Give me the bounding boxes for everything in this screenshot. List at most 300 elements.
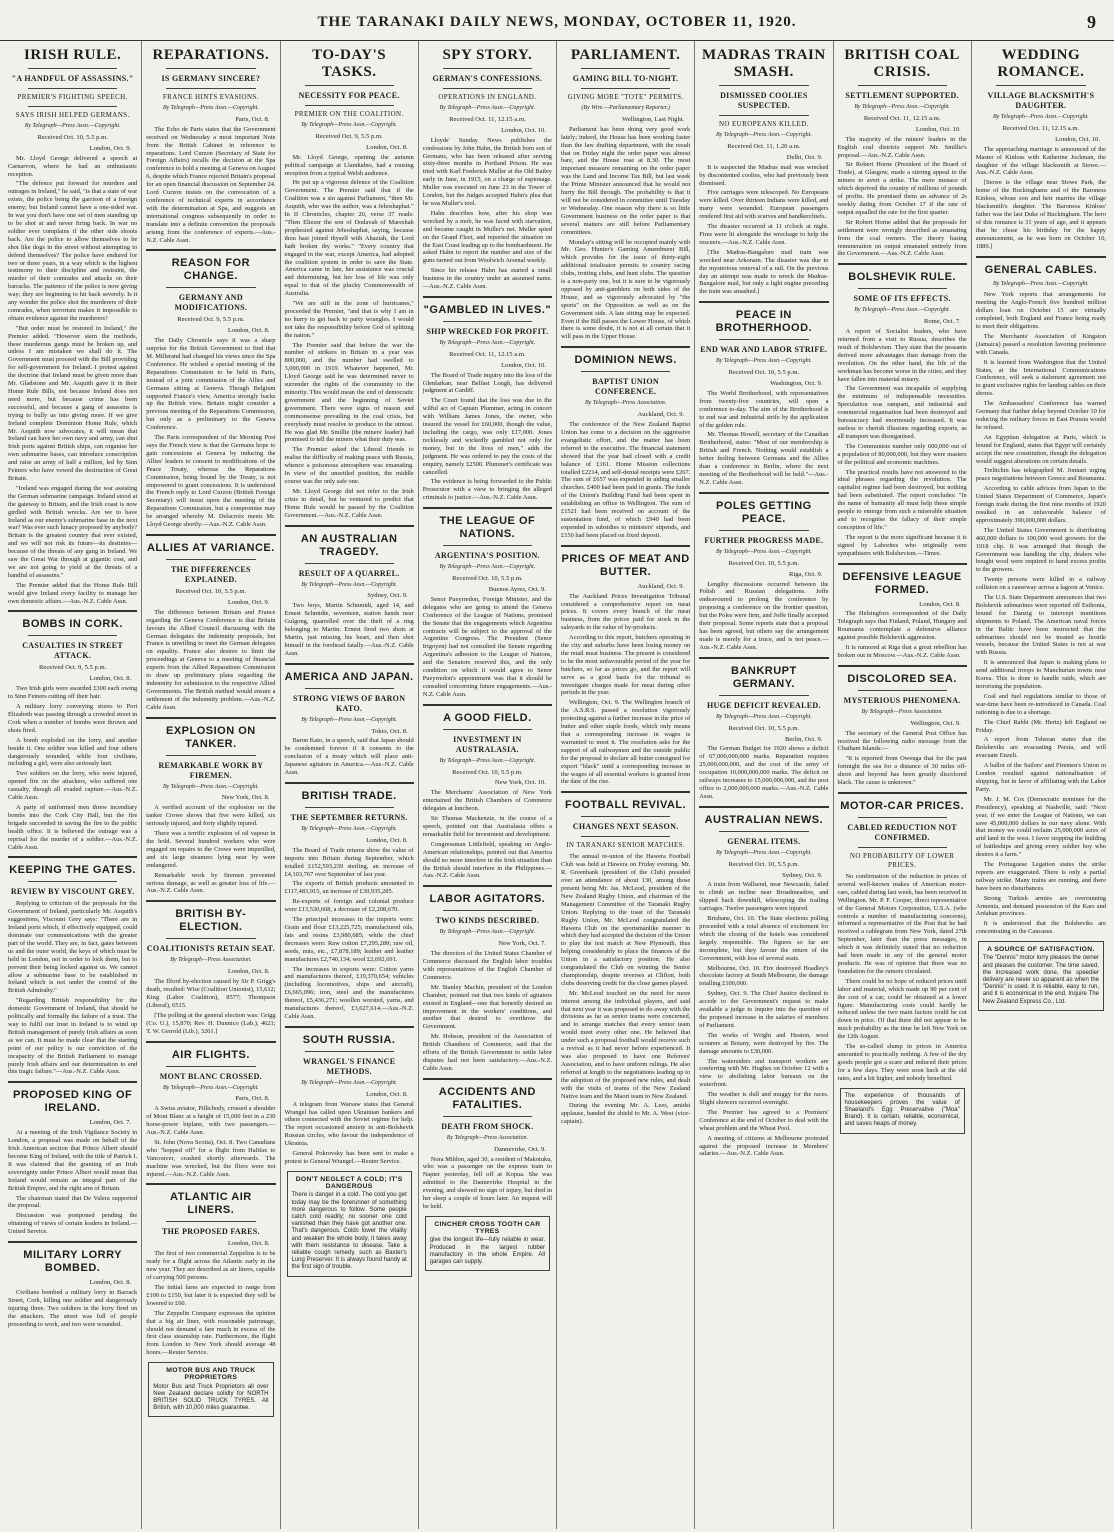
article-paragraph: The disaster occurred at 11 o'clock at night. Fires were lit alongside the wreckage to help the rescuers.—Aus.-N.Z. Cable Assn. bbox=[699, 223, 829, 246]
article bbox=[699, 806, 828, 1159]
article bbox=[8, 610, 137, 851]
article-paragraph: Mr. Lloyd George delivered a speech at Carnarvon, where he had an enthusiastic reception. bbox=[8, 154, 138, 178]
dateline: Auckland, Oct. 9. bbox=[637, 582, 685, 590]
section-divider bbox=[423, 885, 552, 887]
article-headline: KEEPING THE GATES. bbox=[9, 864, 136, 877]
article-paragraph: No confirmation of the reduction in prices of several well-known makes of American motor-cars, cabled during last week, has been received in Wellington. Mr. P. F. Cooper, direct representative of the General Motors Corporation, U.S.A. (who controls a number of manufacturing concerns), informed a representative of the Post that he had received a cablegram from New York, dated 27th September, later than the press messages, in which it was definitely stated that no reduction had been made in any of the general motor products. He was of opinion that there was no foundation for the rumors circulated. bbox=[837, 873, 967, 975]
headline-rule bbox=[443, 321, 532, 322]
article-subheadline: GAMING BILL TO-NIGHT. bbox=[572, 74, 679, 83]
article-subheadline: IN TARANAKI SENIOR MATCHES. bbox=[566, 841, 686, 850]
wire-credit: By Telegraph—Press Assn.—Copyright. bbox=[301, 826, 398, 832]
article-paragraph: General Pokrovsky has been sent to make a protest to General Wrangel.—Reuter Service. bbox=[284, 1150, 414, 1165]
received-time: Received Oct. 11, 12.15 a.m. bbox=[449, 350, 526, 358]
headline-rule bbox=[858, 690, 947, 691]
article-headline: WEDDING ROMANCE. bbox=[997, 47, 1085, 80]
dateline: Tokio, Oct. 8. bbox=[371, 727, 408, 735]
article bbox=[8, 1081, 137, 1236]
article-headline: DOMINION NEWS. bbox=[574, 354, 677, 367]
article-paragraph: A verified account of the explosion on the tanker Crowe shows that five were killed, six seriously injured, and forty slightly injured. bbox=[146, 804, 276, 828]
advertisement bbox=[287, 1171, 412, 1277]
article-paragraph: [The Madras-Bangalore mail train was wrecked near Arkonam. The disaster was due to the mysterious removal of a rail. On the previous day an attempt was made to wreck the Madras-Bangalore mail, but only a light engine preceding the train was smashed.] bbox=[699, 248, 829, 296]
article-paragraph: A telegram from Warsaw states that General Wrangel has called upon Ukrainian bankers and others connected with the Soviet regime for help. The report occasioned anxiety in anti-Bolshevik Russian circles, who favour the independence of Ukrainia. bbox=[284, 1100, 414, 1148]
article-headline: AN AUSTRALIAN TRAGEDY. bbox=[300, 532, 398, 558]
article-paragraph: There could be no hope of reduced prices until labor and material, which made up 90 per cent of the cost of a car, could be obtained at a lower figure. Manufacturing costs could hardly be reduced unless the two main factors could be cut down in price. Of that there did not appear to be much probability as the time he left New York on the 12th August. bbox=[837, 977, 967, 1041]
article bbox=[8, 856, 137, 1076]
dateline: London, Oct. 8. bbox=[89, 675, 132, 683]
article bbox=[699, 492, 828, 652]
advertisement-text: There is danger in a cold. The cold you get today may be the forerunner of something more dangerous to follow. Some people catch cold readily; no sooner one cold vanished than they have got another one. That's dangerous. Colds lower the vitality and weaken the whole body, it takes away with them resistance to disease. Take a reliable cough remedy, such as Baxter's Lung Preserver. It is always found handy at the first sign of trouble. bbox=[291, 1192, 407, 1271]
article-paragraph: Since his release Hahn has started a small business in the country under an assumed name.—Aus.-N.Z. Cable Assn. bbox=[422, 267, 552, 291]
article-subheadline: NO EUROPEANS KILLED. bbox=[718, 120, 809, 128]
article-paragraph: The principal increases in the imports were: Grain and flour £13,225,725; manufactured oils, fats and resins £3,980,685; while the chief decreases were: Raw cotton £7,295,289; raw oil, seeds, nuts, etc., £7,878,189; leather and leather manufactures £2,740,134; wool £2,692,691. bbox=[284, 916, 414, 963]
dateline: London, Oct. 10. bbox=[501, 361, 546, 369]
article-headline: IRISH RULE. bbox=[24, 47, 122, 63]
article-paragraph: Congressman Littlefield, speaking on Anglo-American relationships, pointed out that America should no more interfere in the Irish situation than the British should interfere in the Philippines.—Aus.-N.Z. Cable Assn. bbox=[422, 840, 552, 880]
dateline: Paris, Oct. 8. bbox=[235, 115, 270, 123]
section-divider bbox=[423, 704, 552, 706]
article-paragraph: Re-exports of foreign and colonial produce were £13,530,608, a decrease of £2,208,670. bbox=[284, 898, 414, 914]
article-headline: TO-DAY'S TASKS. bbox=[312, 47, 387, 80]
wire-credit: By Telegraph—Press Assn.—Copyright. bbox=[301, 716, 398, 723]
section-divider bbox=[146, 1041, 275, 1043]
article-paragraph: Two soldiers on the lorry, who were injured, opened fire on the attackers, who suffered one casualty, though all evaded capture.—Aus.-N.Z. Cable Assn. bbox=[8, 770, 138, 802]
article-subheadline: THE PROPOSED FARES. bbox=[161, 1227, 260, 1237]
article-paragraph: The conference of the New Zealand Baptist Union has come to a decision on the aggressive evangelistic effort, and the matter has been referred to the executive. The financial statement showed that the year had closed with a credit balance of £161. Home Mission collections totalled £2214, and self-denial receipts were £267. The sum of £657 was expended in aiding smaller churches. £400 had been paid in grants. The funds of the Union's Building Fund had been spent in establishing an office in Wellington. The sum of £1521 had been received on account of the sustentation fund, of which £940 had been expended in subsidies to ministers' stipends, and £150 had been placed on fixed deposit. bbox=[561, 421, 691, 539]
article-paragraph: [The polling at the general election was: Grigg (Co. U.), 15,870; Rev. H. Dunnico (Lab.), 4621; T. W. Gerrold (Lib.), 3261.] bbox=[146, 1011, 276, 1035]
headline-rule bbox=[719, 831, 808, 832]
article-subheadline: SHIP WRECKED FOR PROFIT. bbox=[426, 326, 549, 336]
headline-rule bbox=[166, 88, 255, 89]
received-time: Received Oct. 9, 5.5 p.m. bbox=[315, 132, 383, 140]
article-headline: BRITISH BY-ELECTION. bbox=[175, 908, 247, 934]
article-headline: REASON FOR CHANGE. bbox=[171, 257, 251, 283]
article bbox=[699, 301, 828, 487]
headline-rule bbox=[305, 563, 394, 564]
article-paragraph: The difference between Britain and France regarding the Geneva Conference is that Britain favours the Allied Council discussing with the German delegates the indemnity proposals, but France is unwilling to meet the German delegates on equality. France also desires to limit the proceedings at Geneva to a meeting of financial experts from the Allied Reparations Commission to draw up preliminary plans regarding the indemnity for submission to the respective Allied Governments. The British method would ensure a settlement of the indemnity problem.—Aus.-N.Z. Cable Assn. bbox=[146, 608, 276, 711]
article-paragraph: Remarkable work by firemen prevented serious damage, as well as greater loss of life.—Aus.-N.Z. Cable Assn. bbox=[146, 871, 276, 895]
article-paragraph: The so-called slump in prices in America amounted to practically nothing. A few of the dry goods people got a scare and reduced their prices for a few days. They were soon back at the old rates, and a bit higher, and nobody benefited. bbox=[837, 1043, 967, 1082]
received-time: Received Oct. 11, 12.15 a.m. bbox=[863, 114, 941, 122]
article bbox=[8, 47, 137, 605]
section-divider bbox=[8, 1241, 137, 1243]
article-subheadline: TWO KINDS DESCRIBED. bbox=[435, 916, 540, 926]
article-subheadline: FURTHER PROGRESS MADE. bbox=[704, 535, 824, 545]
article-subheadline: GERMANY AND MODIFICATIONS. bbox=[174, 293, 248, 313]
article-paragraph: Parliament has been doing very good work lately; indeed, the House has been working faster than the law drafting department, with the result that on Friday night the order paper was almost bare, and the House rose at 8.30. The most important measure remaining on the order paper was the Land and Income Tax Bill, but last week the Prime Minister announced that he would not hurry the Bill through. The probability is that it will not be considered in committee until Tuesday or Wednesday. One reason why there is so little Government business on the order paper is that several matters are still before Parliamentary committees. bbox=[561, 125, 691, 236]
article-subheadline: CHANGES NEXT SEASON. bbox=[572, 822, 679, 832]
article bbox=[838, 665, 967, 787]
headline-rule bbox=[858, 817, 947, 818]
wire-credit: By Telegraph—Press Assn.—Copyright. bbox=[301, 1079, 398, 1086]
article bbox=[838, 47, 967, 258]
article-paragraph: A military lorry conveying stores to Port Elizabeth was passing through a crowded street in Cork when a number of bombs were thrown and shots fired. bbox=[8, 703, 138, 734]
article-paragraph: The Communists number only 600,000 out of a population of 80,000,000, but they were masters of the political and economic machines. bbox=[837, 442, 967, 466]
headline-rule bbox=[719, 530, 808, 531]
article-paragraph: Mr. Lloyd George did not refer to the Irish crisis in detail, but he ventured to predict that Home Rule would be passed by the Coalition Government.—Aus.-N.Z. Cable Assn. bbox=[284, 487, 414, 519]
article-paragraph: A ballot of the Sailors' and Firemen's Union in London resulted against nationalisation of shipping, but in favor of affiliating with the Labor Party. bbox=[975, 762, 1106, 793]
dateline: London, Oct. 8. bbox=[227, 968, 270, 976]
section-divider bbox=[976, 256, 1106, 258]
dateline: London, Oct. 8. bbox=[227, 1240, 270, 1248]
article-paragraph: Sir Robert Horne added that the proposals for settlement were wrongly described as emanating from the coal owners. The theory basing remuneration on output emanated entirely from the Government.—Aus.-N.Z. Cable Assn. bbox=[837, 218, 967, 258]
section-divider bbox=[8, 610, 137, 612]
article-paragraph: Mr. J. M. Cox (Democratic nominee for the Presidency), speaking at Nashville, said: "Next year, if we enter the League of Nations, we can save 45,000,000 dollars in our navy alone. With that money we could reclaim 25,000,000 acres of arid land in the west. I favor stopping the building of battleships and giving every soldier boy who desires it a farm." bbox=[975, 795, 1106, 859]
section-divider bbox=[561, 545, 690, 547]
article bbox=[423, 1078, 552, 1211]
article-subheadline: STRONG VIEWS OF BARON KATO. bbox=[292, 693, 406, 713]
article-paragraph: The initial fares are expected to range from £100 to £150, but later it is expected they will be lowered to £60. bbox=[146, 1284, 276, 1307]
article-subheadline: REMARKABLE WORK BY FIREMEN. bbox=[158, 760, 264, 780]
column-4 bbox=[419, 41, 557, 1529]
article bbox=[146, 47, 275, 244]
advertisement-title: MOTOR BUS AND TRUCK PROPRIETORS bbox=[166, 1367, 256, 1382]
article-paragraph: New York reports that arrangements for meeting the Anglo-French five hundred million dollars loan on October 15 are virtually completed, both England and France being ready to meet their obligations. bbox=[975, 291, 1106, 331]
article bbox=[561, 346, 690, 539]
article-paragraph: Coal and fuel regulations similar to those of war-time have been re-introduced in Canada. Coal rationing is due to a shortage. bbox=[975, 692, 1106, 716]
dateline: London, Oct. 8. bbox=[366, 836, 408, 844]
article-paragraph: A meeting of citizens at Melbourne protested against the proposed increase in Members' salaries.—Aus.-N.Z. Cable Assn. bbox=[699, 1134, 829, 1158]
headline-rule bbox=[28, 106, 117, 107]
wire-credit: By Telegraph—Press Assn.—Copyright. bbox=[715, 713, 812, 720]
wire-credit: By Telegraph—Press Assn.—Copyright. bbox=[439, 105, 536, 111]
column-2 bbox=[142, 41, 280, 1529]
article-paragraph: The Premier said that before the war the number of strikers in Britain in a year was 800,000, and the number had swelled to 3,000,000 in 1919. Whatever happened, Mr. Lloyd George said he was determined never to surrender the rights of the community to the minority. This would mean the end of democratic government and the beginning of Soviet government. There were signs of reason and commonsense prevailing in the coal crisis, but everybody must resolve to produce to the utmost. He was glad Mr. Smillie (the miners' leader) had promised to tell the miners what their duty was. bbox=[284, 341, 414, 444]
headline-rule bbox=[443, 729, 532, 730]
headline-rule bbox=[581, 68, 670, 69]
article-subheadline: END WAR AND LABOR STRIFE. bbox=[700, 345, 828, 355]
article bbox=[285, 782, 414, 1021]
article-paragraph: "Ireland was engaged during the war assisting the German submarine campaign. Ireland stood at the gateway to Britain, and the Irish coast is now girdled with British wrecks. Are we to have Ireland as our enemy's submarine base in the next war? Was ever such lunacy proposed by anybody? Britain is the greatest country that ever existed, and we will not risk its future—its destinies—because of the threats of any gang in Ireland. We saw the Great War through at gigantic cost, and we are not going to yield at the threats of a handful of assassins." bbox=[8, 484, 138, 579]
article bbox=[423, 296, 552, 502]
received-time: Received Oct. 9, 5.5 p.m. bbox=[177, 316, 245, 324]
article-headline: BANKRUPT GERMANY. bbox=[731, 664, 797, 690]
article-headline: PROPOSED KING OF IRELAND. bbox=[13, 1089, 133, 1115]
article-subheadline: GIVING MORE "TOTE" PERMITS. bbox=[567, 93, 684, 101]
article-headline: BRITISH TRADE. bbox=[301, 790, 397, 802]
wire-credit: By Telegraph—Press Assn.—Copyright. bbox=[715, 849, 812, 856]
article-paragraph: [Stowe is the village near Stowe Park, the home of the Buckinghams and of the Baroness Kinloss, whose son and heir marries the village blacksmith's daughter. The Baroness Kinloss' father was the last Duke of Buckingham. The hero of this romance is 31 years of age, and it appears that he chose his birthday for the happy announcement, as he was born on October 10, 1889.] bbox=[975, 179, 1106, 250]
article bbox=[146, 1041, 275, 1179]
article bbox=[838, 263, 967, 557]
article-subheadline: REVIEW BY VISCOUNT GREY. bbox=[10, 887, 135, 897]
article-subheadline: RESULT OF A QUARREL. bbox=[298, 568, 400, 578]
article-paragraph: Sydney, Oct. 9. The Chief Justice declined to accede to the Government's request to make available a judge to inquire into the question of the proposed increase in the salaries of members of Parliament. bbox=[699, 990, 829, 1029]
section-divider bbox=[146, 900, 275, 902]
article-headline: PARLIAMENT. bbox=[570, 47, 681, 63]
headline-rule bbox=[305, 688, 394, 689]
article bbox=[976, 47, 1106, 251]
article-paragraph: Five carriages were telescoped. No Europeans were killed. Over thirteen Indians were killed, and many were wounded. European passengers rendered first aid with scarves and handkerchiefs. bbox=[699, 189, 829, 221]
section-divider bbox=[146, 1183, 275, 1185]
article-paragraph: Civilians bombed a military lorry in Barrack Street, Cork, killing one soldier and dangerously injuring three. Two soldiers in the lorry fired on the attackers. The street was full of people proceeding to work, and two were wounded. bbox=[8, 1288, 138, 1328]
headline-rule bbox=[28, 88, 117, 89]
article-headline: MOTOR-CAR PRICES. bbox=[840, 800, 965, 812]
article-subheadline: SAYS IRISH HELPED GERMANS. bbox=[15, 111, 130, 119]
article-headline: POLES GETTING PEACE. bbox=[716, 499, 812, 525]
received-time: Received Oct. 10, 5.5 p.m. bbox=[452, 768, 523, 776]
article-subheadline: GERMAN'S CONFESSIONS. bbox=[432, 74, 543, 83]
article bbox=[146, 1183, 275, 1357]
article-paragraph: Mr. McLeod touched on the need for more interest among the individual players, and said that next year it was proposed to do away with the divisions as far as senior teams were concerned, and to arrange matches that every senior team would meet every other one. He believed that under such a proposal football would receive such a revival as it had never before experienced. It was also proposed to have one Referees' Association, and to have uniform rulings. He also referred at length to the negotiations leading up to the adoption of the proposed new rules, and dealt with the visits of teams of the New Zealand Native team and the Maori team to New Zealand. bbox=[561, 989, 691, 1100]
section-divider bbox=[838, 792, 967, 794]
article bbox=[285, 1026, 414, 1166]
wire-credit: By Telegraph—Press Assn.—Copyright. bbox=[439, 929, 536, 936]
article-subheadline: IS GERMANY SINCERE? bbox=[161, 74, 261, 83]
wire-credit: (By Wire.—Parliamentary Reporter.) bbox=[581, 105, 670, 111]
article-subheadline: OPERATIONS IN ENGLAND. bbox=[438, 93, 537, 101]
article-subheadline: HUGE DEFICIT REVEALED. bbox=[706, 700, 821, 710]
headline-rule bbox=[996, 85, 1086, 86]
headline-rule bbox=[581, 816, 670, 817]
article-paragraph: The chairman stated that De Valera supported the proposal. bbox=[8, 1194, 138, 1210]
article-headline: MILITARY LORRY BOMBED. bbox=[23, 1249, 122, 1275]
dateline: Paris, Oct. 8. bbox=[235, 1095, 270, 1103]
dateline: Sydney, Oct. 9. bbox=[782, 871, 823, 879]
article bbox=[285, 47, 414, 520]
article-paragraph: At a meeting of the Irish Vigilance Society in London, a proposal was made on behalf of the Irish American section that Prince Albert should become King of Ireland, with the title of Patrick I. It was claimed that the granting of an Irish sovereignty under Prince Albert would mean that Ireland would remain an integral part of the British Empire, and the right arm of Britain. bbox=[8, 1129, 138, 1192]
article bbox=[423, 507, 552, 699]
article-paragraph: The report is the more significant because it is signed by Laborites who originally were sympathisers with Bolshevism.—Times. bbox=[837, 533, 967, 557]
dateline: London, Oct. 8. bbox=[89, 1279, 132, 1287]
article-subheadline: NECESSITY FOR PEACE. bbox=[298, 91, 400, 100]
column-6 bbox=[695, 41, 833, 1529]
article bbox=[285, 663, 414, 777]
received-time: Received Oct. 9, 5.5 p.m. bbox=[39, 664, 107, 672]
article-paragraph: Monday's sitting will be occupied mainly with Mr. Geo. Hunter's Gaming Amendment Bill, which provides for the issue of thirty-eight additional totalisator permits to country racing clubs, trotting clubs, and hunt clubs. The question is a non-party one, but it is sure to be vigorously opposed by anti-gamblers on both sides of the House, and as vigorously advocated by "the sports" on the Opposition as well as on the Government side. A late sitting may be expected. Even if the Bill passes the Lower House, of which there is some doubt, it is not at all certain that it will pass in the Upper House. bbox=[561, 238, 691, 341]
section-divider bbox=[285, 525, 414, 527]
article-headline: AIR FLIGHTS. bbox=[171, 1048, 250, 1061]
headline-rule bbox=[305, 85, 394, 86]
dateline: London, Oct. 8. bbox=[227, 327, 270, 335]
article-headline: AMERICA AND JAPAN. bbox=[284, 670, 414, 683]
headline-rule bbox=[858, 847, 947, 848]
article-paragraph: A Swiss aviator, Pillichody, crossed a shoulder of Mont Blanc at a height of 15,600 feet in a 230 horse-power biplane, with two passengers.—Aus.-N.Z. Cable Assn. bbox=[146, 1105, 276, 1137]
article-headline: GENERAL CABLES. bbox=[984, 263, 1098, 276]
article bbox=[146, 534, 275, 712]
article bbox=[561, 47, 690, 341]
received-time: Received Oct. 10, 5.5 p.m. bbox=[728, 559, 800, 567]
article-subheadline: SOME OF ITS EFFECTS. bbox=[853, 294, 951, 304]
headline-rule bbox=[443, 1116, 532, 1117]
article-subheadline: SETTLEMENT SUPPORTED. bbox=[845, 91, 959, 100]
headline-rule bbox=[581, 836, 670, 837]
article-subheadline: MYSTERIOUS PHENOMENA. bbox=[843, 695, 961, 705]
section-divider bbox=[699, 301, 828, 303]
article-headline: BOLSHEVIK RULE. bbox=[848, 271, 956, 284]
article-headline: REPARATIONS. bbox=[152, 47, 270, 63]
article-paragraph: Mr. Hobson, president of the Association of British Chambers of Commerce, said that the efforts of the British Government to settle labor disputes had not been satisfactory.—Aus.-N.Z. Cable Assn. bbox=[422, 1033, 552, 1072]
headline-rule bbox=[719, 695, 808, 696]
article-headline: ACCIDENTS AND FATALITIES. bbox=[438, 1085, 536, 1111]
wire-credit: By Telegraph—Press Assn.—Copyright. bbox=[439, 564, 536, 571]
column-1 bbox=[4, 41, 142, 1529]
received-time: Received Oct. 11, 12.15 a.m. bbox=[1002, 124, 1080, 132]
headline-rule bbox=[581, 88, 670, 89]
headline-rule bbox=[719, 115, 808, 116]
received-time: Received Oct. 10, 5.5 p.m. bbox=[728, 724, 800, 732]
article-subheadline: "A HANDFUL OF ASSASSINS." bbox=[11, 74, 134, 83]
article-subheadline: CABLED REDUCTION NOT CONFIRMED. bbox=[847, 823, 957, 842]
article-paragraph: Twenty persons were killed in a railway collision on a causeway across a lagoon at Venice. bbox=[975, 576, 1106, 592]
article-paragraph: Nora Mildon, aged 30, a resident of Makotuku, who was a passenger on the express train to Napier yesterday, fell off at Kopua. She was admitted to the Dannevirke Hospital in the evening, and showed no sign of injury, but died in her sleep a couple of hours later. An inquest will be held. bbox=[422, 1155, 552, 1210]
article-paragraph: The German Budget for 1920 shows a deficit of 67,000,000,000 marks. Reparation requires 25,000,000,000, and the cost of the army of occupation 10,000,000,000 marks. The deficit on railways increases to 15,000,000,000, and the post office to 2,000,000,000 marks.—Aus.-N.Z. Cable Assn. bbox=[699, 745, 829, 800]
article bbox=[561, 791, 690, 1126]
wire-credit: By Telegraph—Press Assn.—Copyright. bbox=[301, 581, 398, 588]
article-headline: MADRAS TRAIN SMASH. bbox=[702, 47, 826, 80]
article-paragraph: The evidence is being forwarded to the Public Prosecutor with a view to bringing the alleged criminals to justice.—Aus.-N.Z. Cable Assn. bbox=[422, 478, 552, 502]
article-paragraph: A report from Teheran states that the Bolsheviks are evacuating Persia, and will evacuate Enzeli. bbox=[975, 736, 1106, 760]
article-paragraph: The U.S. State Department announces that two Bolshevik submarines were reported off Esthonia, bound for Danzig to intercept munitions shipments to Poland. The American naval forces in the Baltic have been instructed that the submarines should not be treated as hostile vessels, because the United States is not at war with Russia. bbox=[975, 594, 1106, 657]
column-8 bbox=[972, 41, 1110, 1529]
section-divider bbox=[8, 856, 137, 858]
article bbox=[561, 545, 690, 787]
article-paragraph: Brisbane, Oct. 10. The State elections polling proceeded with a total absence of excitement for which the closing of the hotels was considered largely responsible. The figures so far are incomplete, but they favour the return of the Government, with loss of several seats. bbox=[699, 915, 829, 962]
wire-credit: By Telegraph—Press Assn.—Copyright. bbox=[854, 307, 951, 314]
article-paragraph: "Regarding British responsibility for the domestic Government of Ireland, that should be politically and formally the failure of a trust. The way to fulfil our trust in Ireland is to wind up British management of purely Irish affairs as soon as we can. It must be made clear that the starting point of our policy is our conviction of the incapacity of the British Parliament to manage purely Irish affairs and our determination to end this tragic failure."—Aus.-N.Z. Cable Assn. bbox=[8, 997, 138, 1076]
wire-credit: By Telegraph—Press Assn.—Copyright. bbox=[162, 105, 259, 111]
article-paragraph: Discussion was postponed pending the obtaining of views of certain leaders in Ireland.—United Service. bbox=[8, 1212, 138, 1236]
headline-rule bbox=[858, 288, 947, 289]
article-paragraph: A train from Wallsend, near Newcastle, failed to climb an incline near Broadmeadow, and slipped back downhill, telescoping the trailing carriages. Twelve passengers were injured. bbox=[699, 881, 829, 913]
article-subheadline: CASUALTIES IN STREET ATTACK. bbox=[22, 641, 124, 661]
received-time: Received Oct. 11, 12.15 a.m. bbox=[449, 115, 526, 123]
section-divider bbox=[699, 657, 828, 659]
advertisement-title: DON'T NEGLECT A COLD; IT'S DANGEROUS bbox=[295, 1175, 403, 1191]
article-paragraph: The Helsingfors correspondent of the Daily Telegraph says that Finland, Poland, Hungary and Roumania contemplate a defensive alliance against possible Bolshevik aggression. bbox=[837, 610, 967, 642]
article-paragraph: The practical results have not answered to the ideal phrases regarding the revolution. The capitalist regime had been destroyed, but nothing had been substituted. The report concludes: "In the name of humanity all must help these simple people to emerge from such a miserable situation and to recognise the fallacy of their simple conception of life." bbox=[837, 468, 967, 531]
advertisement bbox=[148, 1362, 273, 1417]
article-paragraph: An Egyptian delegation at Paris, which is bound for England, states that Egypt will certainly accept the new constitution, though the delegation would suggest alterations on certain details. bbox=[975, 433, 1106, 465]
dateline: London, Oct. 10. bbox=[501, 126, 546, 134]
article-paragraph: The Daily Chronicle says it was a sharp surprise for the British Government to find that M. Millerand had changed his views since the Spa Conference. He wished a special meeting of the Reparations Commission to be held in Paris, instead of a joint commission of the Allies and Germans sitting at Geneva. Though Belgium supported France's view, America strongly backs up the British view. Britain might consider a previous meeting of the Reparations Commission, but only as a preliminary to the Geneva Conference. bbox=[146, 337, 276, 432]
article-headline: AUSTRALIAN NEWS. bbox=[704, 813, 824, 826]
article-paragraph: The Premier asked the Liberal friends to realise the difficulty of making peace with Russia, whence a poisonous atmosphere was emanating. In view of the unsettled position, the middle course was the only safe one. bbox=[284, 446, 414, 485]
article-paragraph: The directors of the United States Chamber of Commerce discussed the English labor troubles with representatives of the English Chamber of Commerce. bbox=[422, 950, 552, 981]
section-divider bbox=[561, 791, 690, 793]
article-paragraph: The Premier has agreed to a Premiers' Conference at the end of October to deal with the wheat problem and the Wheat Pool. bbox=[699, 1108, 829, 1132]
article-paragraph: The Chief Rabbi (Mr. Hertz) left England on Friday. bbox=[975, 718, 1106, 734]
article-subheadline: COALITIONISTS RETAIN SEAT. bbox=[146, 944, 275, 954]
advertisement bbox=[425, 1216, 550, 1271]
received-time: Received Oct. 10, 5.5 p.m. bbox=[728, 860, 800, 868]
wire-credit: By Telegraph—Press Association. bbox=[861, 708, 943, 715]
article-paragraph: "The defence put forward for murders and outrages in Ireland," he said, "is that a state of war exists, the police being the garrison of a foreign enemy; but Ireland cannot have a one-sided war. In war you don't have one set of men standing up to be shot at and never firing back. In war no soldier ever complains if the other side shoots back. Are the police to allow themselves to be shot like dogs in the street without attempting to defend themselves? The police have endured for two or three years, in a way which is the highest testimony to their discipline and restraint, the murder of their comrades and attacks on their barracks. The patience of the police is now giving way; they are beginning to hit back severely. Is it any wonder the police shot the murderers of their comrades, when terrorism makes it impossible to obtain evidence against the murderers? bbox=[8, 180, 138, 322]
article-paragraph: The Ambassadors' Conference has warned Germany that further delay beyond October 10 for reducing the military forces in East Prussia would be refused. bbox=[975, 400, 1106, 431]
article-paragraph: The secretary of the General Post Office has received the following radio message from the Chatham Islands:— bbox=[837, 729, 967, 753]
dateline: London, Oct. 8. bbox=[366, 1090, 408, 1098]
article-paragraph: The annual re-union of the Hawera Football Club was held at Hawera on Friday evening. Mr. R. Greenbank (president of the Club) presided over an attendance of about 130, among those present being Mr. Jas. McLeod, president of the New Zealand Rugby Union, and chairman of the Management Committee of the Taranaki Rugby Union. Replying to the toast of the Taranaki Rugby Union, Mr. McLeod congratulated the Hawera Club on the sportsmanlike manner in which they had accepted the decision of the Union to play the test match at New Plymouth, thus helping considerably to place the finances of the Union in a satisfactory position. He also congratulated the Club on winning the Senior championship, despite reverses at Clifton, both clubs deserving credit for the close games played. bbox=[561, 853, 691, 987]
article-headline: EXPLOSION ON TANKER. bbox=[166, 724, 256, 750]
dateline: Wellington, Oct. 9. bbox=[910, 719, 961, 727]
article-paragraph: According to this report, butchers operating in the city and suburbs have been losing money on the retail meat business. The present is considered to be the most unfavourable period of the year for butchers, so far as prices go, and the report will serve as a good basis for the tribunal to investigate charges made for meat during other periods in the year. bbox=[561, 634, 691, 697]
article-paragraph: The Merchants' Association of Kingston (Jamaica) passed a resolution favoring preference with Canada. bbox=[975, 332, 1106, 356]
article-subheadline: MONT BLANC CROSSED. bbox=[159, 1071, 262, 1081]
article-paragraph: St. John (Nova Scotia), Oct. 8. Two Canadians who "hopped off" for a flight from Halifax to Vancouver, crashed shortly afterwards. The machine was wrecked, but the fliers were not injured.—Aus.-N.Z. Cable Assn. bbox=[146, 1138, 276, 1178]
article-paragraph: According to cable advices from Japan to the United States Department of Commerce, Japan's foreign trade during the first nine months of 1920 resulted in an unfavorable balance of approximately 390,000,000 dollars. bbox=[975, 485, 1106, 524]
article bbox=[8, 1241, 137, 1328]
dateline: New York, Oct. 7. bbox=[498, 940, 546, 948]
article-paragraph: The exports of British products amounted to £117,483,915, an increase of £30,935,285. bbox=[284, 880, 414, 896]
article-headline: SPY STORY. bbox=[442, 47, 533, 63]
article-subheadline: DEATH FROM SHOCK. bbox=[441, 1121, 534, 1131]
received-time: Received Oct. 10, 5.5 p.m. bbox=[728, 369, 800, 377]
section-divider bbox=[838, 665, 967, 667]
article-subheadline: ARGENTINA'S POSITION. bbox=[434, 551, 540, 561]
article-headline: LABOR AGITATORS. bbox=[429, 893, 546, 906]
article-paragraph: Two boys, Martin Schnmidt, aged 14, and Ernest Schmidte, seventeen, station hands near Gulgong, quarrelled over the theft of a ring belonging to Martin. Ernest fired two shots at Martin, just missing his heart, and then shot himself in the forehead fatally.—Aus.-N.Z. Cable Assn. bbox=[284, 602, 414, 657]
article-subheadline: WRANGEL'S FINANCE METHODS. bbox=[302, 1056, 396, 1076]
article-paragraph: The Zeppelin Company expresses the opinion that a big air liner, with reasonable patronage, should not demand a fare much in excess of the first class steamship rate. Furthermore, the flight from London to New York should average 48 hours.—Reuter Service. bbox=[146, 1309, 276, 1357]
wire-credit: By Telegraph—Press Assn.—Copyright. bbox=[439, 339, 536, 346]
column-3 bbox=[281, 41, 419, 1529]
article-paragraph: The Merchants' Association of New York entertained the British Chambers of Commerce delegates at luncheon. bbox=[422, 789, 552, 813]
article-subheadline: THE SEPTEMBER RETURNS. bbox=[290, 813, 408, 822]
article-paragraph: Sir Robert Horne (President of the Board of Trade), at Glasgow, made a stirring appeal to the miners to avert a strike. The mere menace of which deprived the country of millions of pounds of profits. He promised them an advance of 2s weekly dating from October 17 if the rate of output equalled the rate for the first quarter. bbox=[837, 161, 967, 216]
section-divider bbox=[423, 507, 552, 509]
section-divider bbox=[423, 1078, 552, 1080]
section-divider bbox=[146, 534, 275, 536]
article-paragraph: The Portuguese Legation states the strike reports are exaggerated. There is only a partial railway strike. Many trains are running, and there have been no disturbances. bbox=[975, 861, 1106, 892]
article-paragraph: The Echo de Paris states that the Government received on Wednesday a most important Note from the British Cabinet in reference to reparations. Lord Curzon (Secretary of State for Foreign Affairs) recalls the decision at the Spa conference to hold a meeting at Geneva on August 6, despite which France rejected Britain's proposal for an open financial discussion on September 24. Lord Curzon insists on the convocation of a conference of technical experts in accordance with the determination at Spa, and suggests an international congress subsequently in order to translate into a definite convention the proposals arising from the conference of experts.—Aus.-N.Z. Cable Assn. bbox=[146, 125, 276, 244]
headline-rule bbox=[305, 1051, 394, 1052]
column-5 bbox=[557, 41, 695, 1529]
masthead bbox=[0, 0, 1114, 41]
article-paragraph: Mr. Lloyd George, opening the autumn political campaign at Llandudno, had a rousing reception from a typical Welsh audience. bbox=[284, 153, 414, 177]
dateline: London, Oct. 9. bbox=[89, 144, 132, 152]
article-headline: DISCOLORED SEA. bbox=[847, 672, 957, 685]
article-paragraph: Two Irish girls were awarded £300 each owing to Sinn Feiners cutting off their hair. bbox=[8, 685, 138, 701]
headline-rule bbox=[305, 807, 394, 808]
article-paragraph: The Board of Trade returns show the value of imports into Britain during September, which totalled £152,593,239 sterling, an increase of £4,103,767 over September of last year. bbox=[284, 846, 414, 878]
wire-credit: By Telegraph—Press Assn.—Copyright. bbox=[715, 358, 812, 365]
advertisement-text: give the longest life—fully reliable in wear. Produced in the largest rubber manufactory in the whole Empire. All garages can supply. bbox=[429, 1237, 545, 1265]
article-subheadline: GENERAL ITEMS. bbox=[727, 836, 801, 846]
headline-rule bbox=[166, 287, 255, 288]
article-paragraph: Melbourne, Oct. 10. Fire destroyed Hoadley's chocolate factory at South Melbourne, the damage totalling £100,000. bbox=[699, 964, 829, 988]
article-paragraph: The Premier added that the Home Rule Bill would give Ireland every facility to manage her own domestic affairs.—Aus.-N.Z. Cable Assn. bbox=[8, 581, 138, 605]
dateline: Berlin, Oct. 9. bbox=[784, 735, 823, 743]
wire-credit: By Telegraph—Press Assn.—Copyright. bbox=[854, 104, 951, 110]
headline-rule bbox=[28, 881, 117, 882]
article-paragraph: The United States Government is distributing 460,000 dollars to 100,000 wool growers for the 1918 clip. It was arranged that though the Government was handling the clip, dealers who bought wool were required to hand excess profits to the growers. bbox=[975, 526, 1106, 574]
article-headline: ALLIES AT VARIANCE. bbox=[146, 541, 275, 554]
wire-credit: By Telegraph—Press Assn.—Copyright. bbox=[715, 132, 812, 138]
article-paragraph: Lloyds' Sunday News publishes the confessions by John Hahn, the British born son of Germans, who has been released after serving sixty-three months in Portland Prison. He was tried with Karl Frederick Muller at the Old Bailey early in June, in 1915, on a charge of espionage. Muller was executed on June 23 in the Tower of London, but the Judges accepted Hahn's plea that he was Muller's tool. bbox=[422, 136, 552, 207]
newspaper-title: THE TARANAKI DAILY NEWS, MONDAY, OCTOBER 11, 1920. bbox=[317, 14, 797, 30]
headline-rule bbox=[166, 755, 255, 756]
dateline: London, Oct. 9. bbox=[227, 598, 270, 606]
article-paragraph: Mr. Thomas Howell, secretary of the Canadian Brotherhood, states: "Most of our membership is British and French. Nothing would establish a better feeling between Germans and the Allies than a conference in Berlin, where the next meeting of the Brotherhood will be held."—Aus.-N.Z. Cable Assn. bbox=[699, 431, 829, 486]
article-paragraph: It is announced that Japan is making plans to send additional troops to Manchurian towns near Korea. This is done to handle raids, which are terrorising the population. bbox=[975, 659, 1106, 690]
headline-rule bbox=[719, 339, 808, 340]
dateline: London, Oct. 8. bbox=[919, 600, 961, 608]
article-paragraph: "But order must be restored in Ireland," the Premier added. "However stern the methods, these murderous gangs must be broken up, and unless I am mistaken we shall do it. The Government must proceed with the Bill providing for self-government for Ireland. I protest against the doctrine that Ireland must be given more than Mr. Gladstone and Mr. Asquith gave it in their Home Rule Bills, not because Ireland does not need more, but because crime has been successful, and because a gang of assassins is trying to bully us into giving more. If we give Ireland complete Dominion Home Rule, which Mr. Asquith now advocates, it will mean that Ireland can have her own navy and army, can shut Irish ports against British ships, can organise her own submarine bases, can introduce conscription and raise an army of half a million, led by Sinn Feiners who have vowed the destruction of Great Britain. bbox=[8, 324, 138, 482]
article bbox=[838, 563, 967, 660]
dateline: London, Oct. 10. bbox=[1055, 135, 1100, 143]
article-paragraph: Sir Thomas Mackenzie, in the course of a speech, pointed out that Australasia offers a remarkable field for investment and development. bbox=[422, 815, 552, 838]
newspaper-columns bbox=[4, 41, 1110, 1529]
headline-rule bbox=[166, 1066, 255, 1067]
wire-credit: By Telegraph—Press Assn.—Copyright. bbox=[992, 280, 1089, 287]
headline-rule bbox=[305, 105, 394, 106]
section-divider bbox=[146, 717, 275, 719]
article-paragraph: The Ilford by-election caused by Sir P. Grigg's death, resulted: Wise (Coalition Unionist), 15,612; King (Labor Coalition), 8577; Thompson (Liberal), 6515. bbox=[146, 978, 276, 1009]
article-paragraph: Trelitchin has telegraphed M. Jonnart urging peace negotiations between Greece and Roumania. bbox=[975, 467, 1106, 483]
article-paragraph: A bomb exploded on the lorry, and another beside it. One soldier was killed and four others dangerously wounded, while four civilians, including a girl, were also seriously hurt. bbox=[8, 736, 138, 768]
article-headline: A GOOD FIELD. bbox=[443, 711, 532, 724]
article-paragraph: The first of two commercial Zeppelins is to be ready for a flight across the Atlantic early in the new year. They are described as air liners, capable of carrying 500 persons. bbox=[146, 1250, 276, 1282]
headline-rule bbox=[166, 559, 255, 560]
